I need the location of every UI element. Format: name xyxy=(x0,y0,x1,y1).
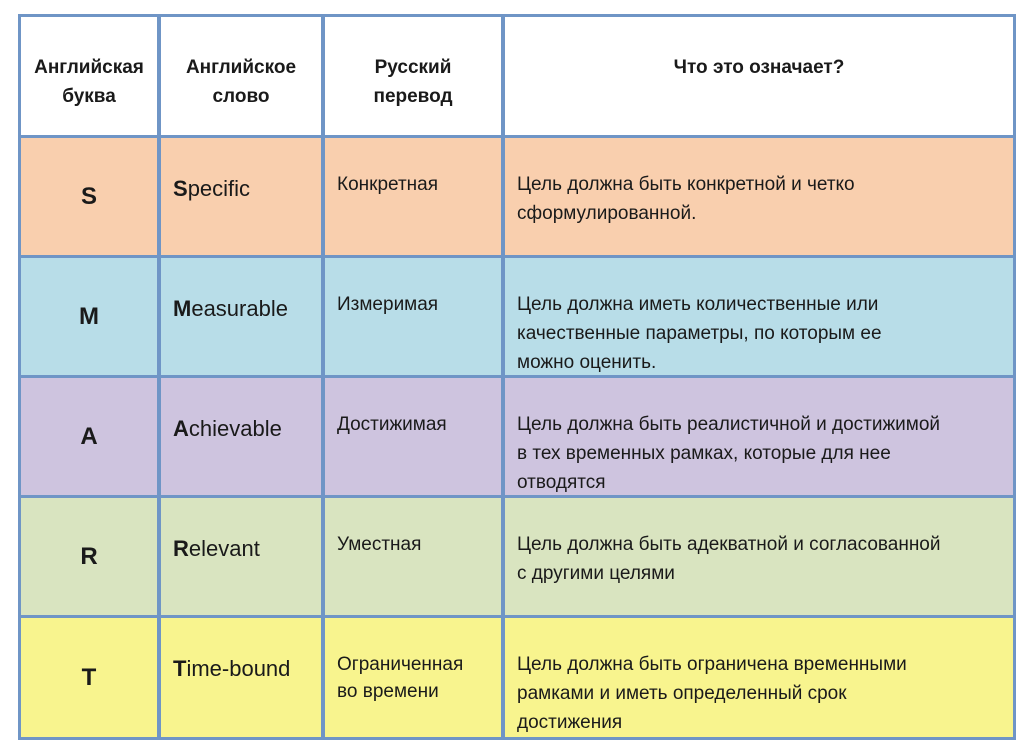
row-translation-line1: Достижимая xyxy=(337,414,447,435)
header-cell-letter xyxy=(21,17,157,135)
header-word-line2: слово xyxy=(212,86,270,107)
header-translation-line1: Русский xyxy=(374,57,452,78)
row-description-line3: можно оценить. xyxy=(517,352,657,373)
row-description-line1: Цель должна быть ограничена временными xyxy=(517,654,907,675)
row-word-first-letter: S xyxy=(173,176,188,201)
row-english-word xyxy=(173,536,260,562)
table-row-m xyxy=(18,258,1016,375)
row-letter: A xyxy=(80,422,98,450)
row-letter: T xyxy=(81,663,97,691)
cell-description xyxy=(505,258,1013,375)
header-cell-word xyxy=(161,17,321,135)
table-header-row xyxy=(18,17,1016,135)
header-letter-line2: буква xyxy=(62,86,116,107)
row-description-line1: Цель должна быть адекватной и согласованной xyxy=(517,534,941,555)
row-description-line1: Цель должна быть конкретной и четко xyxy=(517,174,855,195)
cell-word xyxy=(161,378,321,495)
row-english-word xyxy=(173,296,288,322)
row-letter: S xyxy=(80,182,97,210)
row-word-first-letter: R xyxy=(173,536,189,561)
table-row-r xyxy=(18,498,1016,615)
row-word-first-letter: T xyxy=(173,656,187,681)
row-english-word xyxy=(173,656,290,682)
row-word-rest: pecific xyxy=(187,176,251,201)
row-letter: M xyxy=(79,302,99,330)
row-description-line2: сформулированной. xyxy=(517,203,697,224)
cell-letter xyxy=(21,138,157,255)
row-translation-line2: во времени xyxy=(337,681,439,702)
cell-description xyxy=(505,378,1013,495)
cell-translation xyxy=(325,498,501,615)
header-letter-line1: Английская xyxy=(34,57,144,78)
row-description-line3: отводятся xyxy=(517,472,606,493)
cell-letter xyxy=(21,378,157,495)
row-word-rest: easurable xyxy=(191,296,288,321)
row-word-rest: ime-bound xyxy=(186,656,291,681)
row-description-line2: качественные параметры, по которым ее xyxy=(517,323,882,344)
row-description-line2: в тех временных рамках, которые для нее xyxy=(517,443,891,464)
row-english-word xyxy=(173,176,250,202)
row-word-rest: elevant xyxy=(188,536,260,561)
cell-translation xyxy=(325,618,501,737)
row-translation-line1: Ограниченная xyxy=(337,654,464,675)
table-row-a xyxy=(18,378,1016,495)
row-word-rest: chievable xyxy=(188,416,282,441)
row-description-line2: с другими целями xyxy=(517,563,675,584)
header-meaning: Что это означает? xyxy=(673,57,845,78)
row-translation-line1: Уместная xyxy=(337,534,422,555)
row-description-line2: рамками и иметь определенный срок xyxy=(517,683,847,704)
smart-table xyxy=(18,14,1016,740)
table-row-t xyxy=(18,618,1016,737)
cell-description xyxy=(505,138,1013,255)
cell-description xyxy=(505,618,1013,737)
cell-word xyxy=(161,258,321,375)
table-row-s xyxy=(18,138,1016,255)
row-letter: R xyxy=(80,542,98,570)
header-translation-line2: перевод xyxy=(373,86,453,107)
row-english-word xyxy=(173,416,282,442)
row-word-first-letter: A xyxy=(173,416,189,441)
cell-letter xyxy=(21,498,157,615)
cell-translation xyxy=(325,138,501,255)
row-word-first-letter: M xyxy=(173,296,192,321)
cell-word xyxy=(161,618,321,737)
row-translation-line1: Измеримая xyxy=(337,294,439,315)
cell-translation xyxy=(325,378,501,495)
header-word-line1: Английское xyxy=(185,57,297,78)
cell-letter xyxy=(21,618,157,737)
row-description-line3: достижения xyxy=(517,712,623,733)
cell-word xyxy=(161,138,321,255)
row-translation-line1: Конкретная xyxy=(337,174,438,195)
header-cell-meaning xyxy=(505,17,1013,135)
row-description-line1: Цель должна иметь количественные или xyxy=(517,294,879,315)
cell-description xyxy=(505,498,1013,615)
row-description-line1: Цель должна быть реалистичной и достижимой xyxy=(517,414,941,435)
cell-letter xyxy=(21,258,157,375)
cell-word xyxy=(161,498,321,615)
header-cell-translation xyxy=(325,17,501,135)
cell-translation xyxy=(325,258,501,375)
